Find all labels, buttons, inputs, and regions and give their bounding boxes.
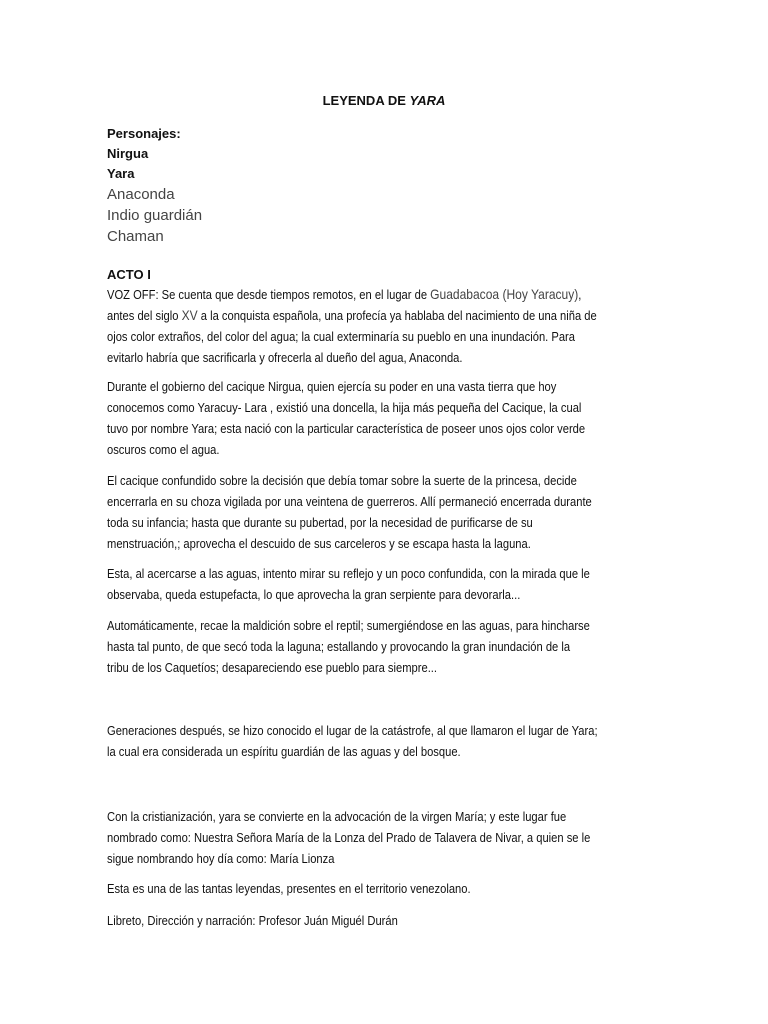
paragraph-2 <box>107 376 667 460</box>
credits <box>107 910 667 931</box>
act-heading-block <box>107 264 667 285</box>
p2-line: tuvo por nombre Yara; esta nació con la particular característica de poseer unos ojos color verde <box>107 421 586 436</box>
cast-item: Nirgua <box>107 146 149 161</box>
document-title <box>0 93 768 108</box>
p7-line: sigue nombrando hoy día como: María Lionza <box>107 851 335 866</box>
p6-line: la cual era considerada un espíritu guardián de las aguas y del bosque. <box>107 744 461 759</box>
p6-line: Generaciones después, se hizo conocido el lugar de la catástrofe, al que llamaron el lugar de Yara; <box>107 723 598 738</box>
cast-item: Anaconda <box>107 186 175 203</box>
paragraph-5 <box>107 615 667 678</box>
p2-line: oscuros como el agua. <box>107 442 220 457</box>
paragraph-4 <box>107 563 667 605</box>
p1-line3: ojos color extraños, del color del agua; la cual exterminaría su pueblo en una inundación. Para <box>107 329 575 344</box>
p1-line2-c: a la conquista española, una profecía ya hablaba del nacimiento de una niña de <box>197 308 597 323</box>
p1-line2-a: antes del siglo <box>107 308 182 323</box>
paragraph-7 <box>107 806 667 869</box>
p3-line: El cacique confundido sobre la decisión que debía tomar sobre la suerte de la princesa, decide <box>107 473 577 488</box>
paragraph-1 <box>107 284 667 368</box>
p4-line: observaba, queda estupefacta, lo que aprovecha la gran serpiente para devorarla... <box>107 587 521 602</box>
p5-line: hasta tal punto, de que secó toda la laguna; estallando y provocando la gran inundación de la <box>107 639 571 654</box>
paragraph-6 <box>107 720 667 762</box>
p5-line: Automáticamente, recae la maldición sobre el reptil; sumergiéndose en las aguas, para hincharse <box>107 618 590 633</box>
cast-list <box>107 124 667 247</box>
p1-line4: evitarlo habría que sacrificarla y ofrecerla al dueño del agua, Anaconda. <box>107 350 463 365</box>
act-heading: ACTO I <box>107 267 151 282</box>
title-prefix: LEYENDA DE <box>322 93 410 108</box>
p4-line: Esta, al acercarse a las aguas, intento mirar su reflejo y un poco confundida, con la mirada que le <box>107 566 590 581</box>
cast-item: Indio guardián <box>107 207 203 224</box>
title-italic: YARA <box>409 93 446 108</box>
p1-line1-a: VOZ OFF: Se cuenta que desde tiempos remotos, en el lugar de <box>107 287 431 302</box>
cast-item: Yara <box>107 166 135 181</box>
paragraph-8 <box>107 878 667 899</box>
p3-line: toda su infancia; hasta que durante su pubertad, por la necesidad de purificarse de su <box>107 515 533 530</box>
p7-line: nombrado como: Nuestra Señora María de la Lonza del Prado de Talavera de Nivar, a quien se le <box>107 830 591 845</box>
credits-line: Libreto, Dirección y narración: Profesor Juán Miguél Durán <box>107 913 398 928</box>
cast-heading: Personajes: <box>107 126 181 141</box>
cast-item: Chaman <box>107 228 164 245</box>
p1-line1-place: Guadabacoa (Hoy Yaracuy) <box>430 286 579 302</box>
p7-line: Con la cristianización, yara se convierte en la advocación de la virgen María; y este lugar fue <box>107 809 567 824</box>
p3-line: encerrarla en su choza vigilada por una veintena de guerreros. Allí permaneció encerrada durante <box>107 494 592 509</box>
p3-line: menstruación,; aprovecha el descuido de sus carceleros y se escapa hasta la laguna. <box>107 536 531 551</box>
paragraph-3 <box>107 470 667 554</box>
p2-line: conocemos como Yaracuy- Lara , existió una doncella, la hija más pequeña del Cacique, la cual <box>107 400 582 415</box>
p5-line: tribu de los Caquetíos; desapareciendo ese pueblo para siempre... <box>107 660 438 675</box>
p8-line: Esta es una de las tantas leyendas, presentes en el territorio venezolano. <box>107 881 471 896</box>
p1-line1-c: , <box>578 287 582 302</box>
p1-line2-century: XV <box>181 307 198 323</box>
p2-line: Durante el gobierno del cacique Nirgua, quien ejercía su poder en una vasta tierra que hoy <box>107 379 557 394</box>
